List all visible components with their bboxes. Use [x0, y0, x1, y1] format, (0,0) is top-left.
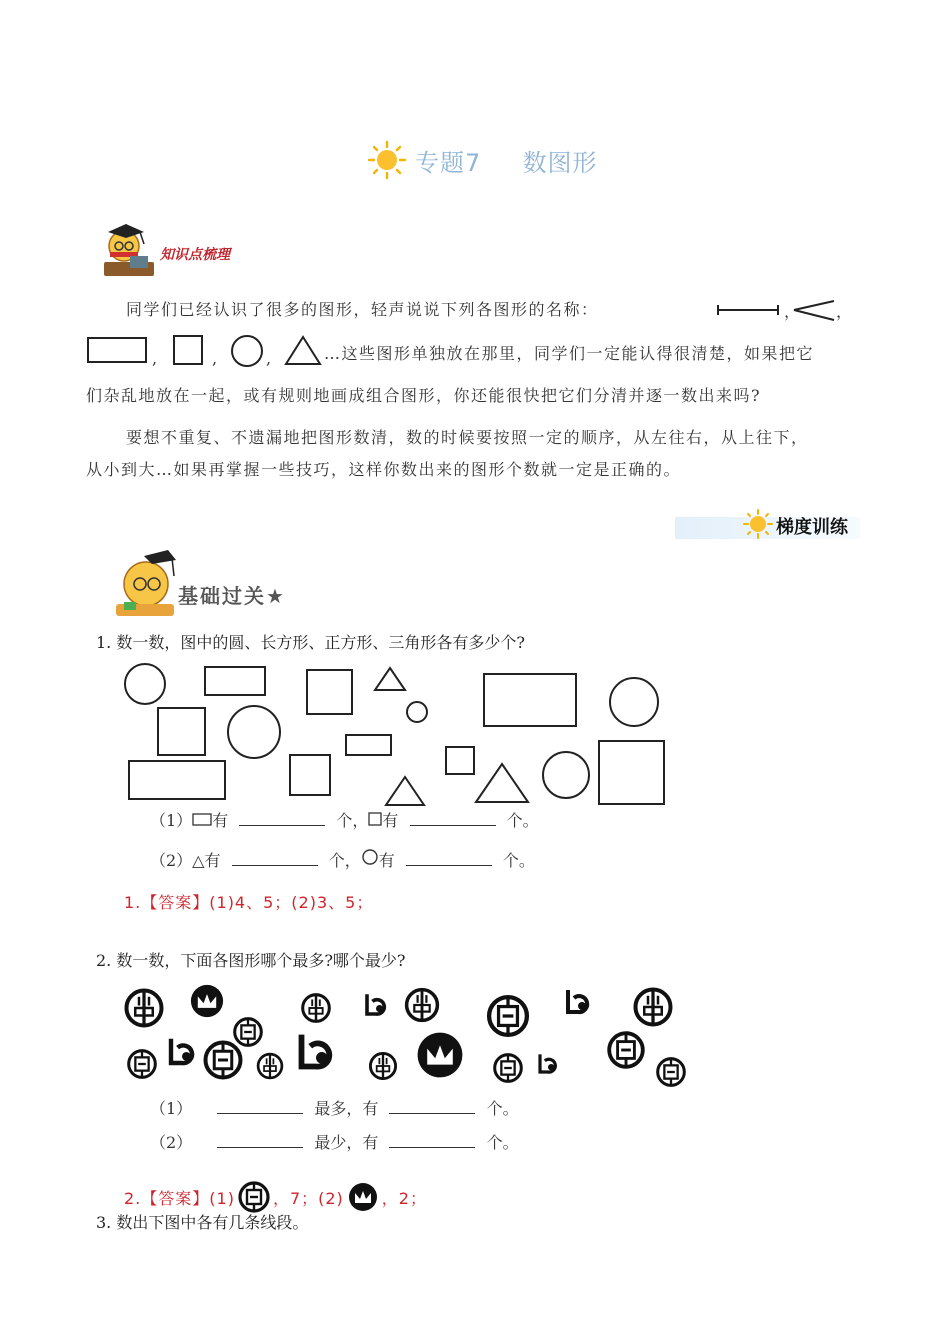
- boc-logo-icon: [258, 1054, 282, 1078]
- q1-text: 1. 数一数，图中的圆、长方形、正方形、三角形各有多少个?: [96, 633, 525, 652]
- square-small-icon: [368, 812, 382, 826]
- boc-logo-icon: [370, 1053, 395, 1078]
- icbc-logo-icon: [609, 1033, 643, 1067]
- sun-icon: [365, 140, 409, 180]
- square-shape: [290, 755, 330, 795]
- q1-sub1-sep: 个，: [336, 811, 369, 830]
- triangle-shape: [476, 764, 528, 802]
- boc-logo-icon: [407, 990, 438, 1021]
- q2-blank-2[interactable]: [389, 1099, 475, 1114]
- q1-blank-1[interactable]: [239, 811, 325, 826]
- intro-line-2: …这些图形单独放在那里，同学们一定能认得很清楚，如果把它: [324, 344, 815, 363]
- q2-answer-prefix: 2.【答案】(1): [124, 1188, 235, 1208]
- q2-sub1-end: 个。: [486, 1099, 519, 1118]
- q2-blank-4[interactable]: [389, 1133, 475, 1148]
- triangle-shape: [375, 668, 405, 690]
- square-shape: [446, 747, 474, 774]
- topic-label: 专题7: [415, 148, 482, 177]
- line-segment-icon: [718, 305, 778, 315]
- q1-blank-3[interactable]: [232, 851, 318, 866]
- q2-sub2-end: 个。: [486, 1133, 519, 1152]
- q2-sub1: [150, 1096, 519, 1119]
- knowledge-label: 知识点梳理: [160, 247, 230, 263]
- svg-text:,: ,: [266, 349, 272, 368]
- circle-shape: [407, 702, 427, 722]
- q2-answer: [124, 1180, 427, 1214]
- q2-answer-end: ，2；: [381, 1188, 427, 1208]
- icbc-logo-icon: [206, 1043, 241, 1078]
- triangle-icon: [286, 337, 320, 364]
- square-shape: [158, 708, 205, 755]
- page-title: [365, 140, 598, 180]
- boc-logo-icon: [636, 990, 671, 1025]
- hook-logo-icon: [302, 1035, 330, 1067]
- svg-text:,: ,: [152, 349, 158, 368]
- intro-line-1: [126, 298, 599, 322]
- icbc-logo-icon: [129, 1051, 156, 1078]
- svg-text:，: ，: [836, 302, 853, 321]
- icbc-logo-icon: [235, 1019, 262, 1046]
- rectangle-shape: [484, 674, 576, 726]
- triangle-shape: [386, 777, 424, 805]
- icbc-logo-icon: [495, 1055, 522, 1082]
- icbc-logo-icon: [489, 997, 527, 1035]
- segment-angle-shapes: [712, 300, 853, 324]
- q2-text: 2. 数一数，下面各图形哪个最多?哪个最少?: [96, 951, 406, 970]
- hook-logo-icon: [367, 994, 384, 1014]
- sun-icon-small: [742, 509, 774, 539]
- q1-sub1: [150, 808, 539, 831]
- section-label: 基础过关★: [178, 584, 286, 608]
- q1-answer: 1.【答案】(1)4、5；(2)3、5；: [124, 893, 374, 912]
- q1-sub2: [150, 848, 535, 871]
- q2-sub2-mid: 最少，有: [314, 1133, 379, 1152]
- q1-sub2-has: 有: [378, 851, 395, 870]
- q2-sub2-prefix: （2）: [150, 1133, 193, 1152]
- q2-sub1-prefix: （1）: [150, 1099, 193, 1118]
- boc-logo-icon: [303, 995, 330, 1022]
- circle-shape: [543, 752, 589, 798]
- q1-sub2-prefix: （2）△有: [150, 851, 221, 870]
- hook-logo-icon: [568, 990, 587, 1012]
- gradient-label: 梯度训练: [776, 517, 848, 538]
- hook-logo-icon: [171, 1039, 192, 1063]
- rectangle-shape: [205, 667, 265, 695]
- q1-blank-2[interactable]: [410, 811, 496, 826]
- q2-sub2: [150, 1130, 519, 1153]
- intro-line-1-text: 同学们已经认识了很多的图形，轻声说说下列各图形的名称：: [126, 300, 599, 319]
- intro-para2-line2: 从小到大…如果再掌握一些技巧，这样你数出来的图形个数就一定是正确的。: [86, 460, 682, 479]
- q1-blank-4[interactable]: [406, 851, 492, 866]
- q1-sub1-has1: 有: [212, 811, 229, 830]
- square-icon: [174, 336, 202, 364]
- q1-sub1-end: 个。: [506, 811, 539, 830]
- square-shape: [307, 670, 352, 714]
- q1-sub1-has2: 有: [382, 811, 399, 830]
- rectangle-small-icon: [192, 813, 212, 826]
- metro-logo-icon: [191, 985, 223, 1017]
- q2-blank-1[interactable]: [217, 1099, 303, 1114]
- intro-para2-line1: 要想不重复、不遗漏地把图形数清，数的时候要按照一定的顺序，从左往右，从上往下，: [126, 428, 809, 447]
- q1-shapes-figure: [120, 660, 680, 810]
- q1-sub2-end: 个。: [502, 851, 535, 870]
- q2-answer-mid: ，7；(2): [272, 1188, 344, 1208]
- topic-name: 数图形: [522, 148, 598, 177]
- q2-sub1-mid: 最多，有: [314, 1099, 379, 1118]
- q2-logos-figure: [120, 980, 700, 1095]
- basic-shapes-row: [86, 334, 326, 368]
- icbc-logo-icon: [658, 1059, 685, 1086]
- rectangle-icon: [88, 338, 146, 362]
- svg-text:,: ,: [212, 349, 218, 368]
- q3-text: 3. 数出下图中各有几条线段。: [96, 1213, 309, 1232]
- mascot-icon: [100, 222, 160, 280]
- circle-icon: [232, 336, 262, 366]
- metro-logo-icon: [418, 1033, 463, 1078]
- q1-sub1-prefix: （1）: [150, 811, 193, 830]
- boc-logo-icon: [127, 991, 162, 1026]
- rectangle-shape: [129, 761, 225, 799]
- icbc-logo-icon: [237, 1180, 271, 1214]
- intro-line-3: 们杂乱地放在一起，或有规则地画成组合图形，你还能很快把它们分清并逐一数出来吗?: [86, 386, 762, 405]
- metro-logo-icon: [346, 1180, 380, 1214]
- q1-sub2-sep: 个，: [328, 851, 361, 870]
- hook-logo-icon: [540, 1054, 555, 1072]
- svg-text:，: ，: [784, 302, 801, 321]
- circle-shape: [125, 664, 165, 704]
- circle-small-icon: [361, 848, 379, 866]
- mascot-icon-2: [110, 550, 180, 620]
- circle-shape: [610, 678, 658, 726]
- rectangle-shape: [346, 735, 391, 755]
- circle-shape: [228, 706, 280, 758]
- square-shape: [599, 741, 664, 804]
- q2-blank-3[interactable]: [217, 1133, 303, 1148]
